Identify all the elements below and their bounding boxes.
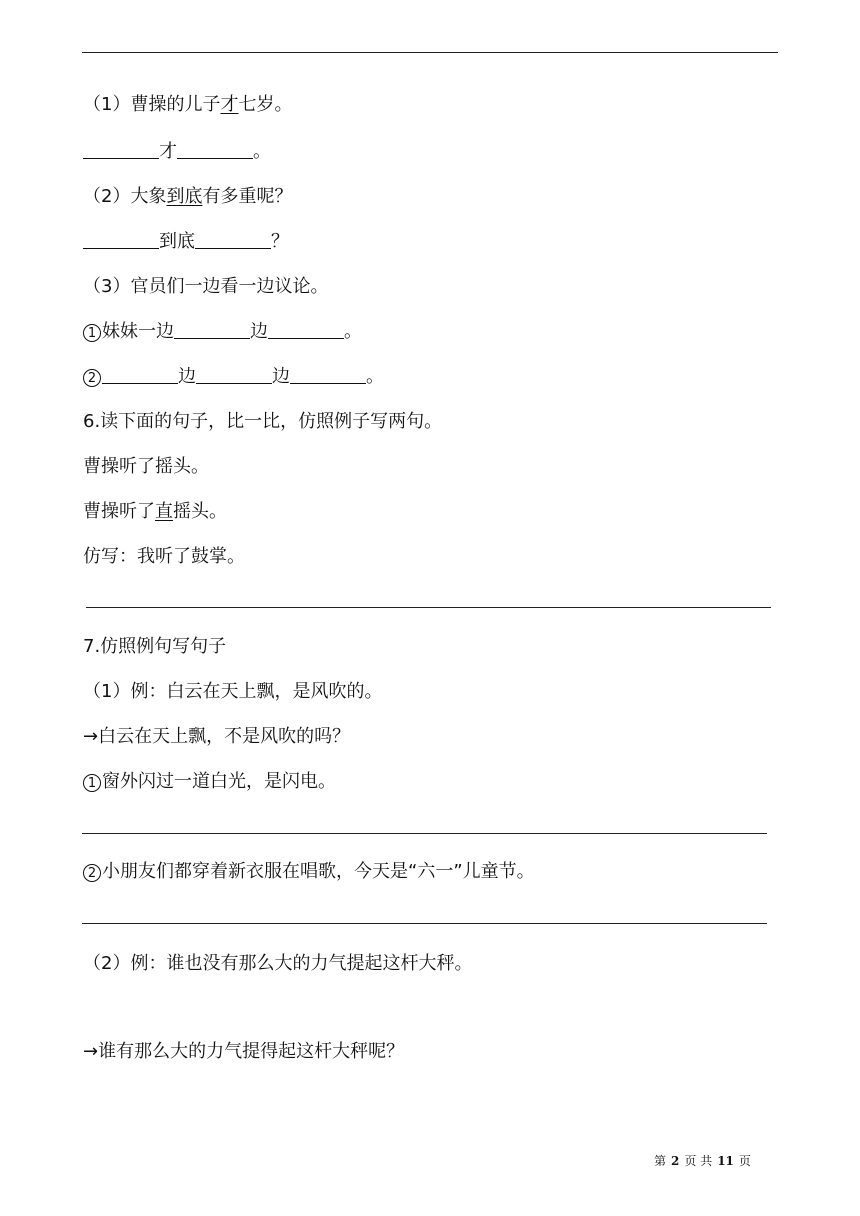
- circled-number: 2: [83, 864, 101, 882]
- blank[interactable]: [174, 322, 250, 339]
- q5-item-2: 2 边 边 。: [83, 366, 384, 388]
- q5-sentence-2: （2）大象到底有多重呢？: [83, 186, 293, 207]
- underlined-word: 到底: [166, 186, 203, 207]
- q7-item-2: 2 小朋友们都穿着新衣服在唱歌，今天是“六一”儿童节。: [83, 861, 535, 883]
- blank[interactable]: [83, 232, 159, 249]
- header-rule: [82, 52, 778, 53]
- blank[interactable]: [195, 232, 271, 249]
- q7-answer-line-1[interactable]: [82, 833, 767, 834]
- q6-line-2: 曹操听了直摇头。: [83, 501, 227, 522]
- q7-example-2: （2）例：谁也没有那么大的力气提起这杆大秤。: [83, 953, 473, 974]
- circled-number: 2: [83, 369, 101, 387]
- blank[interactable]: [102, 367, 178, 384]
- q5-sentence-3: （3）官员们一边看一边议论。: [83, 276, 329, 297]
- q5-pattern-2: 到底 ？: [83, 231, 289, 253]
- page-total: 11: [717, 1154, 734, 1168]
- q6-line-1: 曹操听了摇头。: [83, 456, 209, 477]
- blank[interactable]: [83, 142, 159, 159]
- blank[interactable]: [268, 322, 344, 339]
- q5-item-1: 1 妹妹一边 边 。: [83, 321, 362, 343]
- q7-item-1: 1 窗外闪过一道白光，是闪电。: [83, 771, 336, 793]
- circled-number: 1: [83, 774, 101, 792]
- q6-answer-line[interactable]: [86, 607, 771, 608]
- q5-sentence-1: （1）曹操的儿子才七岁。: [83, 94, 293, 115]
- q7-title: 7.仿照例句写句子: [83, 636, 227, 657]
- blank[interactable]: [177, 142, 253, 159]
- q5-pattern-1: 才 。: [83, 141, 271, 163]
- q7-example-1: （1）例：白云在天上飘，是风吹的。: [83, 681, 383, 702]
- q7-example-2-result: →谁有那么大的力气提得起这杆大秤呢？: [83, 1041, 405, 1062]
- underlined-word: 才: [220, 94, 239, 115]
- page-footer: 第 2 页 共 11 页: [654, 1154, 751, 1168]
- q7-example-1-result: →白云在天上飘，不是风吹的吗？: [83, 726, 351, 747]
- blank[interactable]: [196, 367, 272, 384]
- circled-number: 1: [83, 324, 101, 342]
- q6-line-3: 仿写：我听了鼓掌。: [83, 546, 245, 567]
- q6-title: 6.读下面的句子，比一比，仿照例子写两句。: [83, 411, 443, 432]
- page-number: 2: [671, 1154, 680, 1168]
- blank[interactable]: [290, 367, 366, 384]
- underlined-word: 直: [155, 501, 173, 522]
- q7-answer-line-2[interactable]: [82, 923, 767, 924]
